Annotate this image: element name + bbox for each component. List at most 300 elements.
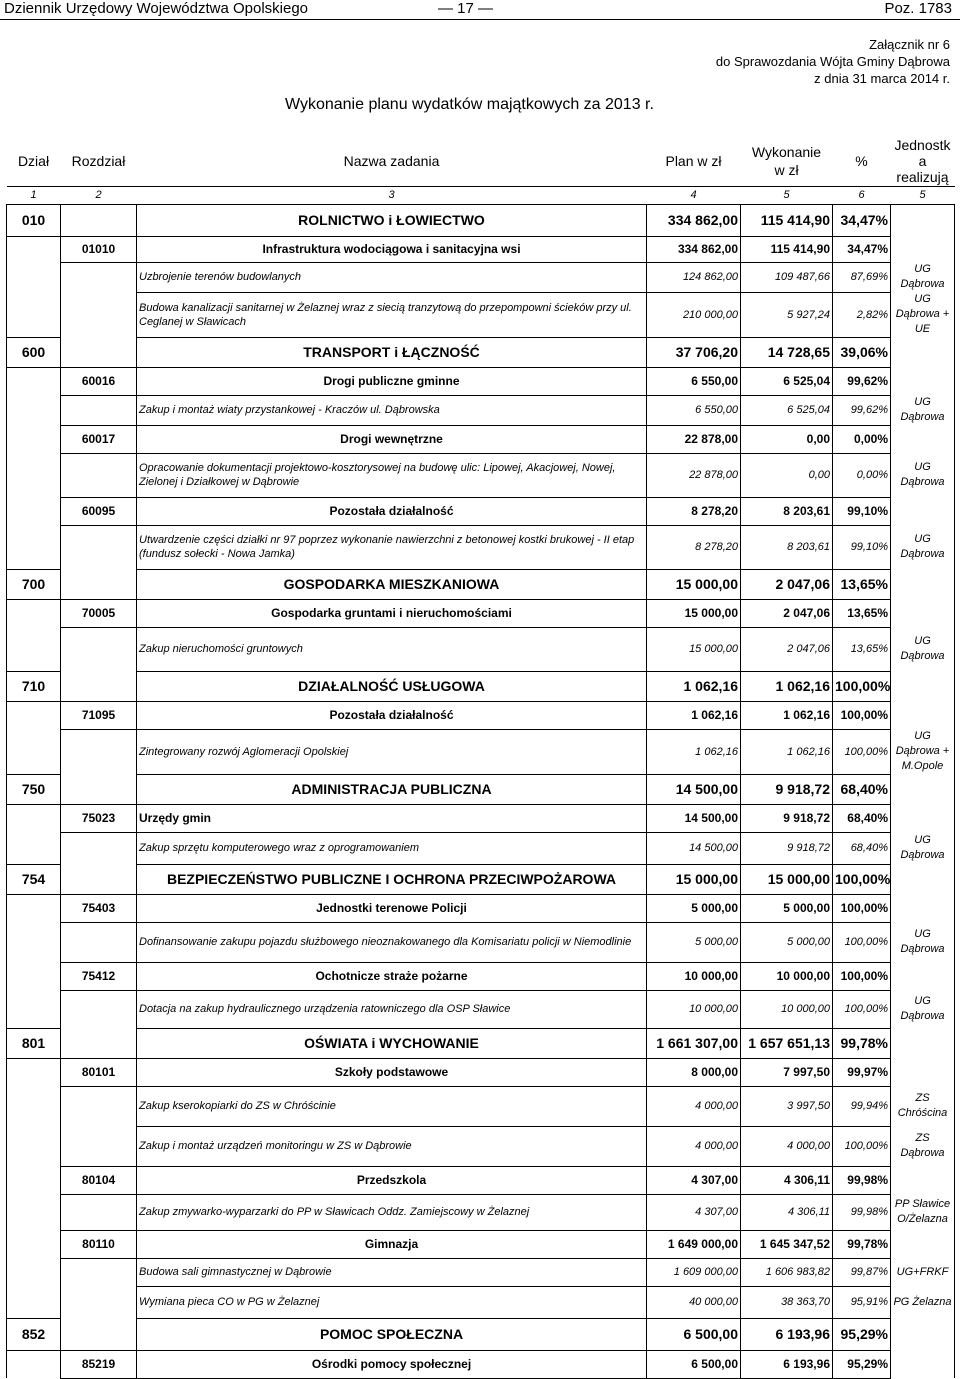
unit-cell [891,425,955,453]
rozdzial-cell [61,922,137,962]
task-name-cell: Zakup kserokopiarki do ZS w Chróścinie [137,1086,647,1126]
rozdzial-cell [61,832,137,864]
col-num-3: 3 [137,186,647,204]
execution-cell: 0,00 [741,453,833,497]
dzial-cell [7,804,61,832]
task-name-cell: Szkoły podstawowe [137,1058,647,1086]
percent-cell: 95,91% [833,1286,891,1318]
plan-cell: 15 000,00 [647,627,741,671]
unit-cell [891,804,955,832]
task-name-cell: Zintegrowany rozwój Aglomeracji Opolskiej [137,729,647,774]
unit-cell [891,671,955,701]
dzial-cell: 801 [7,1028,61,1058]
dzial-cell [7,1126,61,1166]
section-row [7,774,955,804]
execution-cell: 6 525,04 [741,367,833,395]
rozdzial-cell [61,864,137,894]
chapter-row [7,1350,955,1378]
execution-cell: 6 193,96 [741,1318,833,1350]
rozdzial-cell [61,1086,137,1126]
unit-cell [891,1058,955,1086]
task-row [7,990,955,1028]
percent-cell: 13,65% [833,569,891,599]
task-name-cell: Wymiana pieca CO w PG w Żelaznej [137,1286,647,1318]
execution-cell: 5 000,00 [741,922,833,962]
execution-cell: 2 047,06 [741,627,833,671]
plan-cell: 15 000,00 [647,864,741,894]
rozdzial-cell: 71095 [61,701,137,729]
rozdzial-cell: 80101 [61,1058,137,1086]
execution-cell: 10 000,00 [741,962,833,990]
unit-cell [891,204,955,236]
task-name-cell: TRANSPORT i ŁĄCZNOŚĆ [137,337,647,367]
section-row [7,671,955,701]
task-row [7,262,955,292]
page-number: — 17 — [438,0,494,17]
col-num-5: 5 [741,186,833,204]
dzial-cell: 754 [7,864,61,894]
dzial-cell [7,1194,61,1230]
percent-cell: 100,00% [833,990,891,1028]
execution-cell: 9 918,72 [741,832,833,864]
task-name-cell: Opracowanie dokumentacji projektowo-kosztorysowej na budowę ulic: Lipowej, Akacjowej, Nowej, Zielonej i Działkowej w Dąbrowie [137,453,647,497]
dzial-cell [7,262,61,292]
document-title: Wykonanie planu wydatków majątkowych za 2013 r. [285,96,654,113]
task-name-cell: Przedszkola [137,1166,647,1194]
execution-cell: 109 487,66 [741,262,833,292]
task-name-cell: BEZPIECZEŃSTWO PUBLICZNE I OCHRONA PRZECIWPOŻAROWA [137,864,647,894]
plan-cell: 1 649 000,00 [647,1230,741,1258]
percent-cell: 100,00% [833,962,891,990]
unit-cell [891,774,955,804]
dzial-cell [7,1286,61,1318]
rozdzial-cell [61,292,137,337]
task-name-cell: Drogi publiczne gminne [137,367,647,395]
rozdzial-cell [61,569,137,599]
task-row [7,1286,955,1318]
execution-cell: 115 414,90 [741,236,833,262]
execution-cell: 5 927,24 [741,292,833,337]
plan-cell: 8 000,00 [647,1058,741,1086]
chapter-row [7,236,955,262]
dzial-cell [7,990,61,1028]
section-row [7,1318,955,1350]
task-name-cell: Uzbrojenie terenów budowlanych [137,262,647,292]
rozdzial-cell [61,671,137,701]
col-num-1: 1 [7,186,61,204]
rozdzial-cell: 60016 [61,367,137,395]
chapter-row [7,1166,955,1194]
rozdzial-cell [61,525,137,569]
task-row [7,1258,955,1286]
execution-cell: 7 997,50 [741,1058,833,1086]
dzial-cell [7,701,61,729]
percent-cell: 13,65% [833,599,891,627]
task-name-cell: Drogi wewnętrzne [137,425,647,453]
col-header-plan: Plan w zł [665,152,722,169]
percent-cell: 0,00% [833,453,891,497]
chapter-row [7,599,955,627]
execution-cell: 15 000,00 [741,864,833,894]
rozdzial-cell: 80104 [61,1166,137,1194]
execution-cell: 6 525,04 [741,395,833,425]
dzial-cell: 700 [7,569,61,599]
dzial-cell [7,367,61,395]
rozdzial-cell [61,337,137,367]
dzial-cell [7,292,61,337]
unit-cell: UG Dąbrowa + M.Opole [891,729,955,774]
annex-line-3: z dnia 31 marca 2014 r. [814,71,950,86]
dzial-cell: 010 [7,204,61,236]
unit-cell [891,701,955,729]
section-row [7,337,955,367]
dzial-cell [7,729,61,774]
percent-cell: 34,47% [833,236,891,262]
task-name-cell: Zakup zmywarko-wyparzarki do PP w Sławicach Oddz. Zamiejscowy w Żelaznej [137,1194,647,1230]
plan-cell: 10 000,00 [647,962,741,990]
dzial-cell: 710 [7,671,61,701]
percent-cell: 99,97% [833,1058,891,1086]
percent-cell: 68,40% [833,804,891,832]
plan-cell: 334 862,00 [647,204,741,236]
plan-cell: 6 500,00 [647,1318,741,1350]
task-row [7,922,955,962]
unit-cell: UG Dąbrowa [891,395,955,425]
percent-cell: 100,00% [833,894,891,922]
task-name-cell: GOSPODARKA MIESZKANIOWA [137,569,647,599]
execution-cell: 1 645 347,52 [741,1230,833,1258]
table-body [7,204,955,1378]
rozdzial-cell [61,627,137,671]
unit-cell [891,962,955,990]
expenditure-table [6,136,955,1379]
unit-cell: UG Dąbrowa [891,922,955,962]
journal-header [0,0,960,20]
chapter-row [7,1058,955,1086]
percent-cell: 100,00% [833,671,891,701]
task-name-cell: Zakup i montaż wiaty przystankowej - Kraczów ul. Dąbrowska [137,395,647,425]
chapter-row [7,701,955,729]
percent-cell: 87,69% [833,262,891,292]
task-row [7,395,955,425]
col-num-6: 6 [833,186,891,204]
unit-cell [891,569,955,599]
chapter-row [7,367,955,395]
dzial-cell [7,962,61,990]
rozdzial-cell: 85219 [61,1350,137,1378]
rozdzial-cell: 60095 [61,497,137,525]
plan-cell: 10 000,00 [647,990,741,1028]
task-name-cell: Jednostki terenowe Policji [137,894,647,922]
execution-cell: 10 000,00 [741,990,833,1028]
dzial-cell [7,425,61,453]
col-header-nazwa: Nazwa zadania [343,152,440,169]
rozdzial-cell [61,729,137,774]
execution-cell: 38 363,70 [741,1286,833,1318]
rozdzial-cell [61,262,137,292]
plan-cell: 210 000,00 [647,292,741,337]
task-row [7,453,955,497]
plan-cell: 1 062,16 [647,701,741,729]
journal-name: Dziennik Urzędowy Województwa Opolskiego [4,0,309,17]
execution-cell: 9 918,72 [741,774,833,804]
plan-cell: 1 609 000,00 [647,1258,741,1286]
plan-cell: 8 278,20 [647,497,741,525]
plan-cell: 14 500,00 [647,804,741,832]
task-name-cell: Zakup i montaż urządzeń monitoringu w ZS w Dąbrowie [137,1126,647,1166]
dzial-cell [7,497,61,525]
percent-cell: 100,00% [833,922,891,962]
rozdzial-cell [61,1126,137,1166]
rozdzial-cell [61,395,137,425]
percent-cell: 99,10% [833,525,891,569]
execution-cell: 4 306,11 [741,1194,833,1230]
col-header-jednostka: Jednostk a realizują [894,136,951,185]
unit-cell: PG Żelazna [891,1286,955,1318]
task-row [7,1126,955,1166]
unit-cell: UG Dąbrowa [891,262,955,292]
execution-cell: 4 306,11 [741,1166,833,1194]
percent-cell: 2,82% [833,292,891,337]
plan-cell: 6 550,00 [647,395,741,425]
plan-cell: 8 278,20 [647,525,741,569]
plan-cell: 6 500,00 [647,1350,741,1378]
percent-cell: 100,00% [833,864,891,894]
dzial-cell [7,1086,61,1126]
rozdzial-cell: 80110 [61,1230,137,1258]
plan-cell: 14 500,00 [647,774,741,804]
task-row [7,1086,955,1126]
col-header-rozdzial: Rozdział [71,152,126,169]
execution-cell: 6 193,96 [741,1350,833,1378]
task-name-cell: Ośrodki pomocy społecznej [137,1350,647,1378]
execution-cell: 4 000,00 [741,1126,833,1166]
plan-cell: 4 307,00 [647,1194,741,1230]
col-num-7: 5 [891,186,955,204]
percent-cell: 99,62% [833,395,891,425]
plan-cell: 4 000,00 [647,1086,741,1126]
unit-cell: UG Dąbrowa [891,453,955,497]
unit-cell [891,367,955,395]
task-row [7,627,955,671]
percent-cell: 100,00% [833,1126,891,1166]
rozdzial-cell: 75403 [61,894,137,922]
unit-cell: UG+FRKF [891,1258,955,1286]
execution-cell: 115 414,90 [741,204,833,236]
plan-cell: 22 878,00 [647,425,741,453]
section-row [7,864,955,894]
unit-cell [891,894,955,922]
unit-cell: ZS Dąbrowa [891,1126,955,1166]
task-row [7,729,955,774]
execution-cell: 1 062,16 [741,701,833,729]
percent-cell: 68,40% [833,774,891,804]
rozdzial-cell [61,774,137,804]
unit-cell [891,1028,955,1058]
percent-cell: 95,29% [833,1350,891,1378]
rozdzial-cell: 70005 [61,599,137,627]
task-row [7,292,955,337]
unit-cell: UG Dąbrowa [891,832,955,864]
task-name-cell: Utwardzenie części działki nr 97 poprzez wykonanie nawierzchni z betonowej kostki brukowej - II etap (fundusz sołecki - Nowa Jamka) [137,525,647,569]
task-name-cell: Urzędy gmin [137,804,647,832]
unit-cell [891,864,955,894]
col-num-2: 2 [61,186,137,204]
rozdzial-cell: 60017 [61,425,137,453]
execution-cell: 2 047,06 [741,569,833,599]
dzial-cell [7,1166,61,1194]
chapter-row [7,962,955,990]
col-num-4: 4 [647,186,741,204]
unit-cell [891,1350,955,1378]
plan-cell: 6 550,00 [647,367,741,395]
execution-cell: 9 918,72 [741,804,833,832]
percent-cell: 68,40% [833,832,891,864]
rozdzial-cell [61,990,137,1028]
task-name-cell: Pozostała działalność [137,701,647,729]
dzial-cell [7,599,61,627]
percent-cell: 100,00% [833,701,891,729]
rozdzial-cell: 75023 [61,804,137,832]
execution-cell: 0,00 [741,425,833,453]
dzial-cell [7,395,61,425]
percent-cell: 0,00% [833,425,891,453]
task-name-cell: Zakup nieruchomości gruntowych [137,627,647,671]
plan-cell: 1 062,16 [647,671,741,701]
rozdzial-cell [61,1318,137,1350]
percent-cell: 99,78% [833,1230,891,1258]
col-header-percent: % [855,152,868,169]
annex-line-2: do Sprawozdania Wójta Gminy Dąbrowa [715,54,950,69]
plan-cell: 15 000,00 [647,599,741,627]
percent-cell: 39,06% [833,337,891,367]
dzial-cell [7,453,61,497]
dzial-cell [7,1058,61,1086]
chapter-row [7,894,955,922]
percent-cell: 99,10% [833,497,891,525]
chapter-row [7,497,955,525]
execution-cell: 8 203,61 [741,525,833,569]
plan-cell: 15 000,00 [647,569,741,599]
execution-cell: 8 203,61 [741,497,833,525]
col-header-wykonanie: Wykonanie w zł [751,143,822,178]
header-row [7,136,955,186]
unit-cell: ZS Chróścina [891,1086,955,1126]
chapter-row [7,425,955,453]
unit-cell: UG Dąbrowa [891,627,955,671]
execution-cell: 3 997,50 [741,1086,833,1126]
percent-cell: 99,94% [833,1086,891,1126]
percent-cell: 13,65% [833,627,891,671]
task-name-cell: Gimnazja [137,1230,647,1258]
rozdzial-cell [61,1028,137,1058]
dzial-cell: 600 [7,337,61,367]
unit-cell [891,1166,955,1194]
task-name-cell: Gospodarka gruntami i nieruchomościami [137,599,647,627]
dzial-cell: 852 [7,1318,61,1350]
section-row [7,569,955,599]
dzial-cell [7,525,61,569]
task-name-cell: Infrastruktura wodociągowa i sanitacyjna wsi [137,236,647,262]
task-row [7,1194,955,1230]
plan-cell: 37 706,20 [647,337,741,367]
task-name-cell: Budowa kanalizacji sanitarnej w Żelaznej wraz z siecią tranzytową do przepompowni ścieków przy ul. Ceglanej w Sławicach [137,292,647,337]
task-name-cell: Dofinansowanie zakupu pojazdu służbowego nieoznakowanego dla Komisariatu policji w Niemodlinie [137,922,647,962]
plan-cell: 4 000,00 [647,1126,741,1166]
rozdzial-cell [61,453,137,497]
task-name-cell: ROLNICTWO i ŁOWIECTWO [137,204,647,236]
task-name-cell: Ochotnicze straże pożarne [137,962,647,990]
task-row [7,525,955,569]
dzial-cell [7,627,61,671]
section-row [7,1028,955,1058]
task-name-cell: DZIAŁALNOŚĆ USŁUGOWA [137,671,647,701]
task-name-cell: Dotacja na zakup hydraulicznego urządzenia ratowniczego dla OSP Sławice [137,990,647,1028]
dzial-cell: 750 [7,774,61,804]
execution-cell: 2 047,06 [741,599,833,627]
column-number-row [7,186,955,204]
plan-cell: 124 862,00 [647,262,741,292]
rozdzial-cell [61,204,137,236]
percent-cell: 99,98% [833,1166,891,1194]
percent-cell: 99,98% [833,1194,891,1230]
task-name-cell: Zakup sprzętu komputerowego wraz z oprogramowaniem [137,832,647,864]
annex-note [716,36,950,87]
execution-cell: 1 062,16 [741,729,833,774]
dzial-cell [7,1230,61,1258]
plan-cell: 22 878,00 [647,453,741,497]
dzial-cell [7,1258,61,1286]
plan-cell: 14 500,00 [647,832,741,864]
execution-cell: 1 062,16 [741,671,833,701]
dzial-cell [7,236,61,262]
dzial-cell [7,894,61,922]
unit-cell [891,1230,955,1258]
percent-cell: 99,62% [833,367,891,395]
task-name-cell: Pozostała działalność [137,497,647,525]
task-name-cell: Budowa sali gimnastycznej w Dąbrowie [137,1258,647,1286]
annex-line-1: Załącznik nr 6 [869,37,950,52]
unit-cell: PP Sławice O/Żelazna [891,1194,955,1230]
unit-cell: UG Dąbrowa [891,525,955,569]
task-row [7,832,955,864]
dzial-cell [7,1350,61,1378]
unit-cell [891,497,955,525]
plan-cell: 1 062,16 [647,729,741,774]
execution-cell: 1 606 983,82 [741,1258,833,1286]
unit-cell [891,1318,955,1350]
plan-cell: 334 862,00 [647,236,741,262]
percent-cell: 99,78% [833,1028,891,1058]
task-name-cell: POMOC SPOŁECZNA [137,1318,647,1350]
task-name-cell: ADMINISTRACJA PUBLICZNA [137,774,647,804]
plan-cell: 5 000,00 [647,922,741,962]
unit-cell [891,337,955,367]
unit-cell: UG Dąbrowa + UE [891,292,955,337]
unit-cell [891,236,955,262]
plan-cell: 5 000,00 [647,894,741,922]
dzial-cell [7,922,61,962]
chapter-row [7,804,955,832]
chapter-row [7,1230,955,1258]
position-number: Poz. 1783 [884,0,952,17]
plan-cell: 1 661 307,00 [647,1028,741,1058]
rozdzial-cell [61,1258,137,1286]
execution-cell: 1 657 651,13 [741,1028,833,1058]
plan-cell: 4 307,00 [647,1166,741,1194]
rozdzial-cell: 75412 [61,962,137,990]
rozdzial-cell [61,1194,137,1230]
